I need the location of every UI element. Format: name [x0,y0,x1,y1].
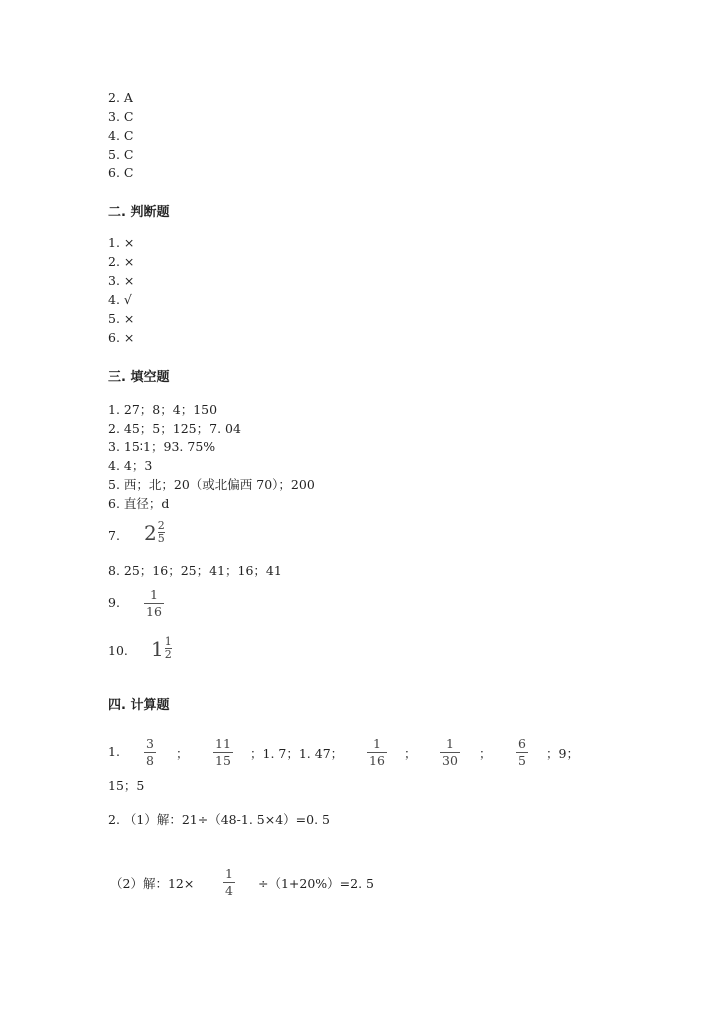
fraction [368,737,386,768]
answer-line: 2. 45；5；125；7. 04 [108,421,241,436]
question-label: 7. [108,528,120,543]
separator: ； [404,746,417,761]
numerator: 11 [215,736,231,751]
answer-line: 3. C [108,109,134,124]
denominator: 15 [215,753,231,768]
numerator: 1 [445,736,454,751]
answer-prefix: （2）解：12× [110,876,195,891]
denominator: 4 [225,883,233,898]
denominator: 30 [442,753,458,768]
separator: ； [479,746,492,761]
answer-line: 5. C [108,147,134,162]
answer-line: 1. × [108,235,135,250]
numerator: 2 [157,519,165,532]
question-label: 9. [108,595,120,610]
answer-line: 4. C [108,128,134,143]
numerator: 6 [518,736,526,751]
fraction [145,588,163,619]
numerator: 1 [164,635,172,648]
fraction [441,737,459,768]
answer-line: 1. 27；8；4；150 [108,402,218,417]
fraction [158,520,165,545]
answer-line: 4. √ [108,292,132,307]
denominator: 8 [146,753,154,768]
fraction [214,737,232,768]
denominator: 5 [518,753,526,768]
answer-line: 3. 15∶1；93. 75% [108,439,216,454]
fraction [145,737,155,768]
denominator: 16 [146,604,162,619]
answer-line: 6. C [108,165,134,180]
inline-values: ；1. 7；1. 47； [250,746,344,761]
answer-line: 2. × [108,254,135,269]
answer-line: 15；5 [108,778,145,793]
numerator: 3 [146,736,154,751]
answer-suffix: ÷（1+20%）=2. 5 [258,876,375,891]
mixed-number [144,520,165,545]
inline-values: ；9； [546,746,579,761]
answer-line: 3. × [108,273,135,288]
section-heading-calculation: 四. 计算题 [108,698,170,713]
answer-line: 4. 4；3 [108,458,153,473]
answer-line: 8. 25；16；25；41；16；41 [108,563,282,578]
answer-line: 2. （1）解：21÷（48-1. 5×4）=0. 5 [108,812,330,827]
denominator: 5 [157,532,165,545]
whole-part: 1 [151,636,164,661]
answer-line: 5. 西；北；20（或北偏西 70）；200 [108,477,315,492]
separator: ； [176,746,189,761]
answer-line: 6. 直径；d [108,496,170,511]
numerator: 1 [149,587,158,602]
numerator: 1 [372,736,381,751]
fraction [517,737,527,768]
fraction [165,636,172,661]
fraction [224,867,234,898]
answer-line: 2. A [108,90,133,105]
question-label: 1. [108,744,120,759]
answer-line: 5. × [108,311,135,326]
mixed-number [151,636,172,661]
whole-part: 2 [144,520,157,545]
section-heading-fill-blank: 三. 填空题 [108,370,170,385]
question-label: 10. [108,643,128,658]
section-heading-judgment: 二. 判断题 [108,205,170,220]
numerator: 1 [225,866,233,881]
denominator: 2 [164,648,172,661]
denominator: 16 [369,753,385,768]
answer-line: 6. × [108,330,135,345]
